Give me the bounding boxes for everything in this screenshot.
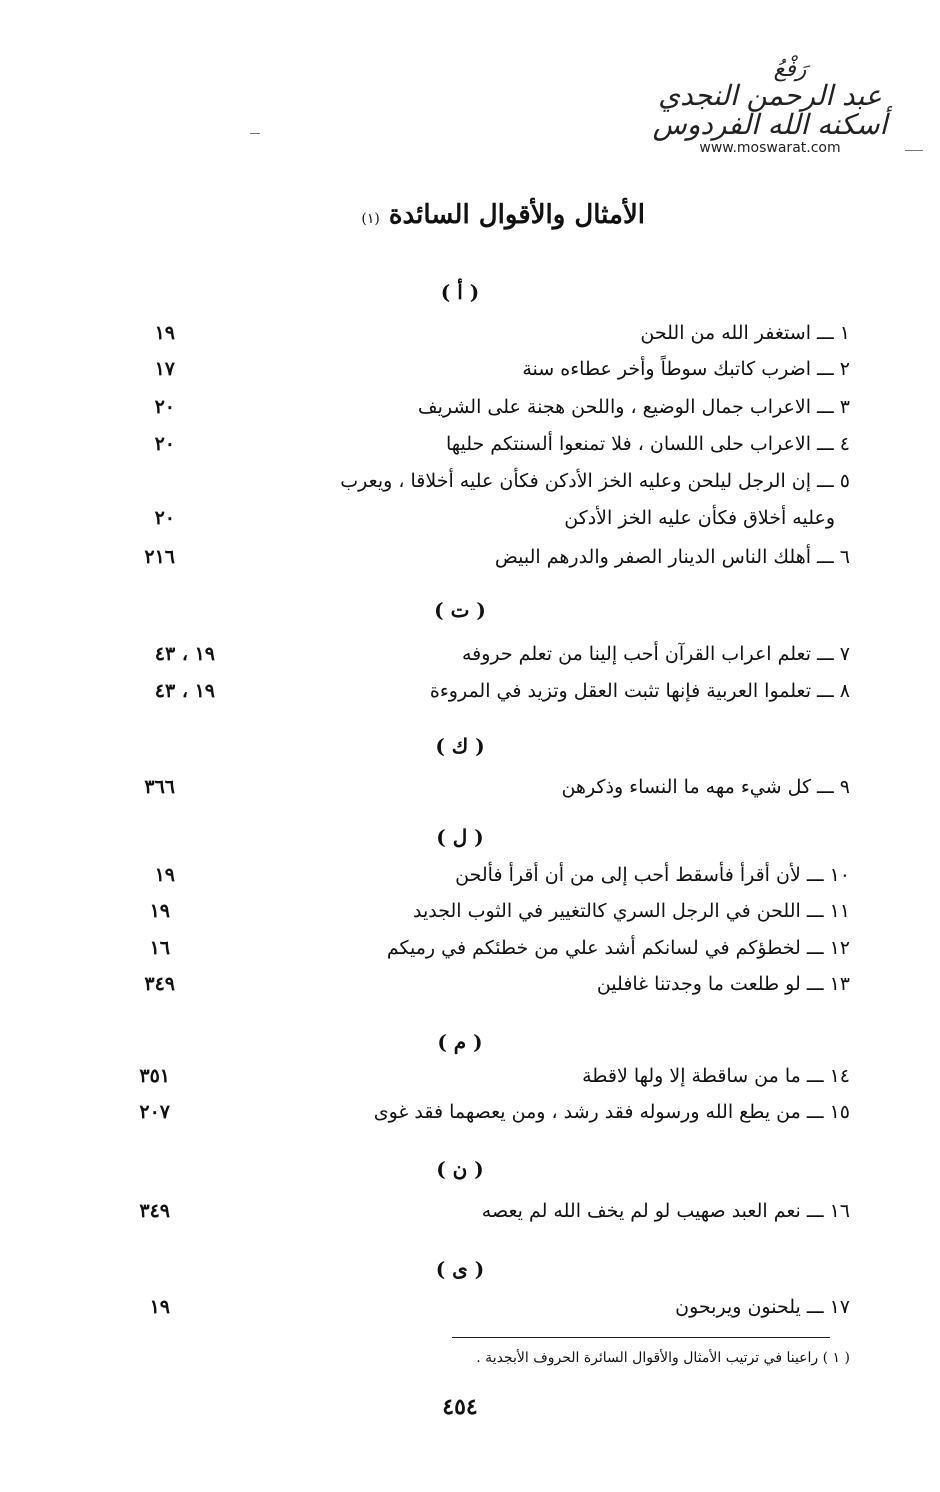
entry-page: ١٩ [154,322,175,344]
section-letter-nun: ( ن ) [436,1157,484,1181]
entry-page: ٢٠ [154,396,175,418]
footnote: ( ١ ) راعينا في ترتيب الأمثال والأقوال السائرة الحروف الأبجدية . [476,1350,850,1366]
entry-text: ١١ ـــ اللحن في الرجل السري كالتغيير في الثوب الجديد [412,900,850,922]
entry-page: ١٩ [154,864,175,886]
section-letter-mim: ( م ) [437,1030,483,1054]
scan-mark [905,150,923,151]
entry-text: ١٢ ـــ لخطؤكم في لسانكم أشد علي من خطئكم في رميكم [386,937,850,959]
entry-text: ١٦ ـــ نعم العبد صهيب لو لم يخف الله لم يعصه [481,1200,850,1222]
entry-text: ٣ ـــ الاعراب جمال الوضيع ، واللحن هجنة على الشريف [417,396,850,418]
entry-text: ٤ ـــ الاعراب حلى اللسان ، فلا تمنعوا ألسنتكم حليها [445,433,850,455]
entry-page: ١٩ [149,1296,170,1318]
section-letter-alif: ( أ ) [440,280,480,304]
section-letter-kaf: ( ك ) [435,734,485,758]
entry-text: ١٧ ـــ يلحنون ويربحون [675,1296,850,1318]
entry-text: ١٤ ـــ ما من ساقطة إلا ولها لاقطة [582,1065,850,1087]
title-footnote-ref: (١) [361,211,380,227]
footnote-rule [452,1337,830,1338]
stamp-line-1: رَفْعُ [773,57,807,82]
entry-text: ٧ ـــ تعلم اعراب القرآن أحب إلينا من تعلم حروفه [461,643,850,665]
stamp-url: www.moswarat.com [699,139,841,156]
entry-page: ١٩ ، ٤٣ [154,680,215,702]
entry-text: ١ ـــ استغفر الله من اللحن [640,322,850,344]
entry-page: ١٩ ، ٤٣ [154,643,215,665]
entry-page: ١٧ [154,358,175,380]
entry-text: ١٥ ـــ من يطع الله ورسوله فقد رشد ، ومن يعصهما فقد غوى [373,1101,850,1123]
title-text: الأمثال والأقوال السائدة [388,200,645,230]
page-number: ٤٥٤ [442,1394,478,1420]
entry-text: ٦ ـــ أهلك الناس الدينار الصفر والدرهم البيض [494,546,850,568]
section-letter-ta: ( ت ) [434,598,486,622]
publisher-stamp [640,58,900,156]
entry-page: ٢٠ [154,433,175,455]
section-letter-ya: ( ى ) [435,1257,485,1281]
entry-text: ٨ ـــ تعلموا العربية فإنها تثبت العقل وتزيد في المروءة [429,680,850,702]
entry-text: ١٠ ـــ لأن أقرأ فأسقط أحب إلى من أن أقرأ فألحن [455,864,850,886]
page-title [300,200,645,230]
entry-text: ١٣ ـــ لو طلعت ما وجدتنا غافلين [596,973,850,995]
entry-page: ٢٠ [154,507,175,529]
scan-mark [250,133,260,134]
section-letter-lam: ( ل ) [436,825,484,849]
entry-page: ١٦ [149,937,170,959]
entry-text: ٢ ـــ اضرب كاتبك سوطاً وأخر عطاءه سنة [522,358,850,380]
stamp-line-3: أسكنه الله الفردوس [652,108,888,142]
entry-page: ١٩ [149,900,170,922]
entry-text: ٥ ـــ إن الرجل ليلحن وعليه الخز الأدكن فكأن عليه أخلاقا ، ويعرب [340,470,850,492]
stamp-line-2: عبد الرحمن النجدي [658,79,882,113]
entry-page: ٣٤٩ [144,973,175,995]
entry-text: ٩ ـــ كل شيء مهه ما النساء وذكرهن [561,776,850,798]
entry-page: ٢٠٧ [139,1101,170,1123]
entry-page: ٣٤٩ [139,1200,170,1222]
entry-page: ٣٦٦ [144,776,175,798]
entry-text-continued: وعليه أخلاق فكأن عليه الخز الأدكن [564,507,835,529]
entry-page: ٣٥١ [139,1065,170,1087]
entry-page: ٢١٦ [144,546,175,568]
